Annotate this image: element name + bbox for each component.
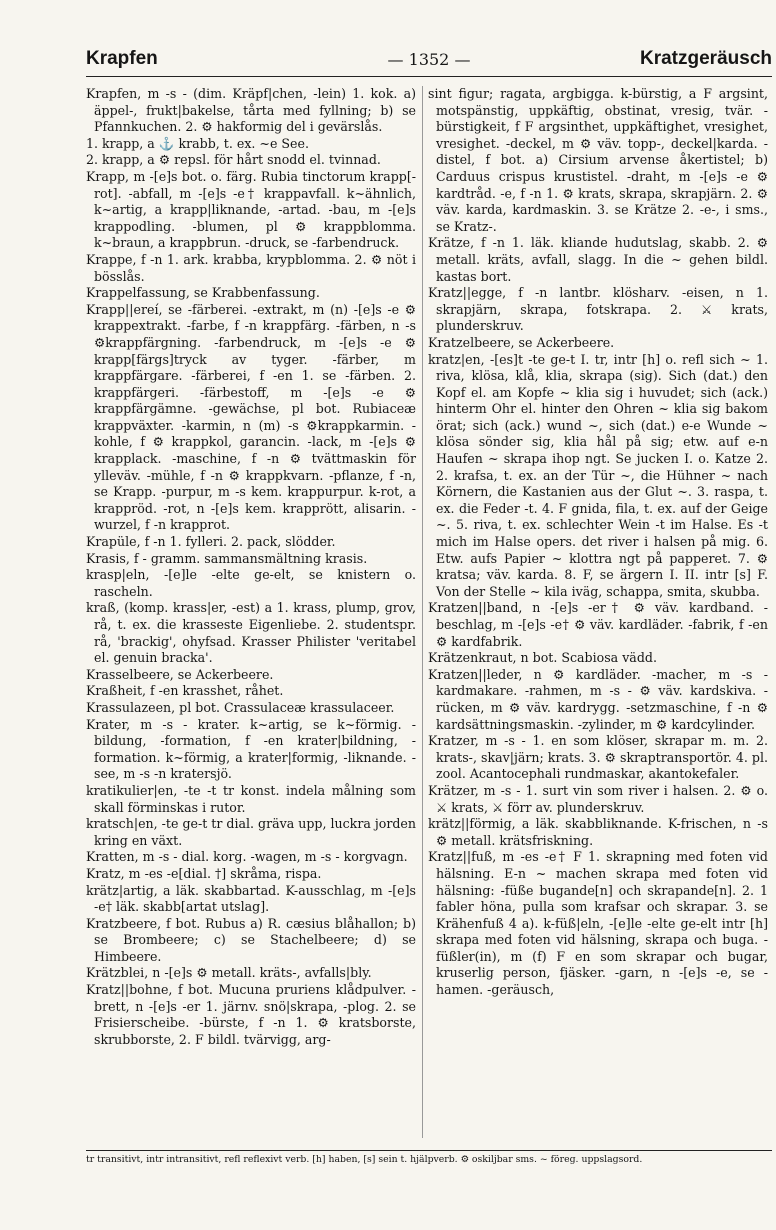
entry: Kratzen||leder, n ⚙ kardläder. -macher, m -s - kardmakare. -rahmen, m -s - ⚙ väv. kardskiva. -rücken, m ⚙ väv. kardrygg. -setzmaschine, f -n ⚙ kardsättningsmaskin. -zylinder, m ⚙ kardcylinder. <box>428 666 768 732</box>
entry: Krassulazeen, pl bot. Crassulaceæ krassulaceer. <box>86 699 395 715</box>
entry: Krätzenkraut, n bot. Scabiosa vädd. <box>428 650 657 666</box>
entry: kratsch|en, -te ge-t tr dial. gräva upp, luckra jorden kring en växt. <box>86 816 416 848</box>
header-guide-word-left: Krapfen <box>86 48 158 69</box>
entry: Krappe, f -n 1. ark. krabba, krypblomma. 2. ⚙ nöt i bösslås. <box>86 251 416 284</box>
entry: Kratten, m -s - dial. korg. -wagen, m -s - korgvagn. <box>86 849 408 865</box>
entry: Kratzen||band, n -[e]s -er† ⚙ väv. kardband. -beschlag, m -[e]s -e† ⚙ väv. kardläder. -fabrik, f -en ⚙ kardfabrik. <box>428 600 768 649</box>
entry: kratikulier|en, -te -t tr konst. indela målning som skall förminskas i rutor. <box>86 782 416 815</box>
entry: Krasis, f - gramm. sammansmältning krasis. <box>86 550 368 566</box>
entry: Krapp||ereí, se -färberei. -extrakt, m (n) -[e]s -e ⚙ krappextrakt. -farbe, f -n krappfärg. -färben, n -s ⚙krappfärgning. -farbendruck, m -[e]s -e ⚙ krapp[färgs]tryck av tyger. -färber, m krappfärgare. -färberei, f -en 1. se -färben. 2. krappfärgeri. -färbestoff, m -[e]s -e ⚙ krappfärgämne. -gewächse, pl bot. Rubiaceæ krappväxter. -karmin, n (m) -s ⚙krappkarmin. -kohle, f ⚙ krappkol, garancin. -lack, m -[e]s ⚙ krapplack. -maschine, f -n ⚙ tvättmaskin för ylleväv. -mühle, f -n ⚙ krappkvarn. -pflanze, f -n, se Krapp. -purpur, m -s kem. krappurpur. k-rot, a krappröd. -rot, n -[e]s kem. krapprött, alisarin. -wurzel, f -n krapprot. <box>86 301 416 533</box>
page-number: — 1352 — <box>387 50 471 69</box>
entry: Krappelfassung, se Krabbenfassung. <box>86 285 320 301</box>
entry: Krapüle, f -n 1. fylleri. 2. pack, slödder. <box>86 534 336 550</box>
column-divider <box>422 86 423 1138</box>
entry: Kratz||egge, f -n lantbr. klösharv. -eisen, n 1. skrapjärn, skrapa, fotskrapa. 2. ⚔ krats, plunderskruv. <box>428 285 768 334</box>
entry: Kratz||bohne, f bot. Mucuna pruriens klådpulver. -brett, n -[e]s -er 1. järnv. snö|skrapa, -plog. 2. se Frisierscheibe. -bürste, f -n 1. ⚙ kratsborste, skrubborste, 2. F bildl. tvärvigg, arg- <box>86 982 416 1047</box>
entry: Kratzelbeere, se Ackerbeere. <box>428 334 615 350</box>
entry: krätz||förmig, a läk. skabbliknande. K-frischen, n -s ⚙ metall. krätsfriskning. <box>428 816 768 848</box>
entry: Krapp, m -[e]s bot. o. färg. Rubia tinctorum krapp[-rot]. -abfall, m -[e]s -e† krappavfall. k~ähnlich, k~artig, a krapp|liknande, -artad. -bau, m -[e]s krappodling. -blumen, pl ⚙ krappblomma. k~braun, a krappbrun. -druck, se -farbendruck. <box>86 168 416 251</box>
entry: Kratz, m -es -e[dial. †] skråma, rispa. <box>86 865 322 881</box>
entry: 2. krapp, a ⚙ repsl. för hårt snodd el. tvinnad. <box>86 152 381 168</box>
entry: Krasselbeere, se Ackerbeere. <box>86 666 274 682</box>
header-guide-word-right: Kratzgeräusch <box>640 48 772 69</box>
page-header <box>86 48 772 74</box>
entry: Kratzbeere, f bot. Rubus a) R. cæsius blåhallon; b) se Brombeere; c) se Stachelbeere; d) se Himbeere. <box>86 915 416 964</box>
entry: Krapfen, m -s - (dim. Kräpf|chen, -lein) 1. kok. a) äppel-, frukt|bakelse, tårta med fyllning; b) se Pfannkuchen. 2. ⚙ hakformig del i gevärslås. <box>86 86 416 135</box>
header-rule <box>86 76 772 77</box>
entry: Krater, m -s - krater. k~artig, se k~förmig. -bildung, -formation, f -en krater|bildning, -formation. k~förmig, a krater|formig, -liknande. -see, m -s -n kratersjö. <box>86 716 416 782</box>
entry: 1. krapp, a ⚓ krabb, t. ex. ~e See. <box>86 135 309 151</box>
entry: Kratzer, m -s - 1. en som klöser, skrapar m. m. 2. krats-, skav|järn; krats. 3. ⚙ skraptransportör. 4. pl. zool. Acantocephali rundmaskar, akantokefaler. <box>428 733 768 782</box>
entry: Krätzblei, n -[e]s ⚙ metall. kräts-, avfalls|bly. <box>86 965 372 981</box>
entry: sint figur; ragata, argbigga. k-bürstig, a F argsint, motspänstig, uppkäftig, obstinat, vresig, tvär. -bürstigkeit, f F argsinthet, uppkäftighet, vresighet, vresighet. -deckel, m ⚙ väv. topp-, deckel|karda. -distel, f bot. a) Cirsium arvense åkertistel; b) Carduus crispus krustistel. -draht, m -[e]s -e ⚙ kardtråd. -e, f -n 1. ⚙ krats, skrapa, skrapjärn. 2. ⚙ väv. karda, kardmaskin. 3. se Krätze 2. -e-, i sms., se Kratz-. <box>428 86 768 234</box>
entry: Krätzer, m -s - 1. surt vin som river i halsen. 2. ⚙ o. ⚔ krats, ⚔ förr av. plunderskruv. <box>428 782 768 815</box>
left-column <box>86 86 416 1048</box>
right-column <box>428 86 768 999</box>
entry: kraß, (komp. krass|er, -est) a 1. krass, plump, grov, rå, t. ex. die krasseste Eigenliebe. 2. studentspr. rå, 'brackig', ohyfsad. Krasser Philister 'veritabel el. genuin bracka'. <box>86 600 416 666</box>
entry: kratz|en, -[es]t -te ge-t I. tr, intr [h] o. refl sich ~ 1. riva, klösa, klå, klia, skrapa (sig). Sich (dat.) den Kopf el. am Kopfe ~ klia sig i huvudet; sich (ack.) hinterm Ohr el. hinter den Ohren ~ klia sig bakom örat; sich (ack.) wund ~, sich (dat.) e-e Wunde ~ klösa sönder sig, klia hål på sig; etw. auf e-n Haufen ~ skrapa ihop ngt. Se jucken I. o. Katze 2. 2. krafsa, t. ex. an der Tür ~, die Hühner ~ nach Körnern, die Kastanien aus der Glut ~. 3. raspa, t. ex. die Feder -t. 4. F gnida, fila, t. ex. auf der Geige ~. 5. riva, t. ex. schlechter Wein -t im Halse. Es -t mich im Halse opers. det river i halsen på mig. 6. Etw. aufs Papier ~ klottra ngt på papperet. 7. ⚙ kratsa; väv. karda. 8. F, se ärgern I. II. intr [s] F. Von der Stelle ~ kila iväg, schappa, smita, skubba. <box>428 351 768 599</box>
entry: krätz|artig, a läk. skabbartad. K-ausschlag, m -[e]s -e† läk. skabb[artat utslag]. <box>86 882 416 915</box>
entry: Kraßheit, f -en krasshet, råhet. <box>86 683 284 699</box>
entry: Krätze, f -n 1. läk. kliande hudutslag, skabb. 2. ⚙ metall. kräts, avfall, slagg. In die ~ gehen bildl. kastas bort. <box>428 235 768 284</box>
abbreviation-footer: tr transitivt, intr intransitivt, refl reflexivt verb. [h] haben, [s] sein t. hjälpverb. ⚙ oskiljbar sms. ~ föreg. uppslagsord. <box>86 1150 772 1166</box>
entry: krasp|eln, -[e]le -elte ge-elt, se knistern o. rascheln. <box>86 567 416 599</box>
entry: Kratz||fuß, m -es -e† F 1. skrapning med foten vid hälsning. E-n ~ machen skrapa med foten vid hälsning: -füße bugande[n] och skrapande[n]. 2. 1 fabler höna, pulla som krafsar och skrapar. 3. se Krähenfuß 4 a). k-füß|eln, -[e]le -elte ge-elt intr [h] skrapa med foten vid hälsning, skrapa och buga. -füßler(in), m (f) F en som skrapar och bugar, kruserlig person, fjäsker. -garn, n -[e]s -e, se -hamen. -geräusch, <box>428 849 768 998</box>
